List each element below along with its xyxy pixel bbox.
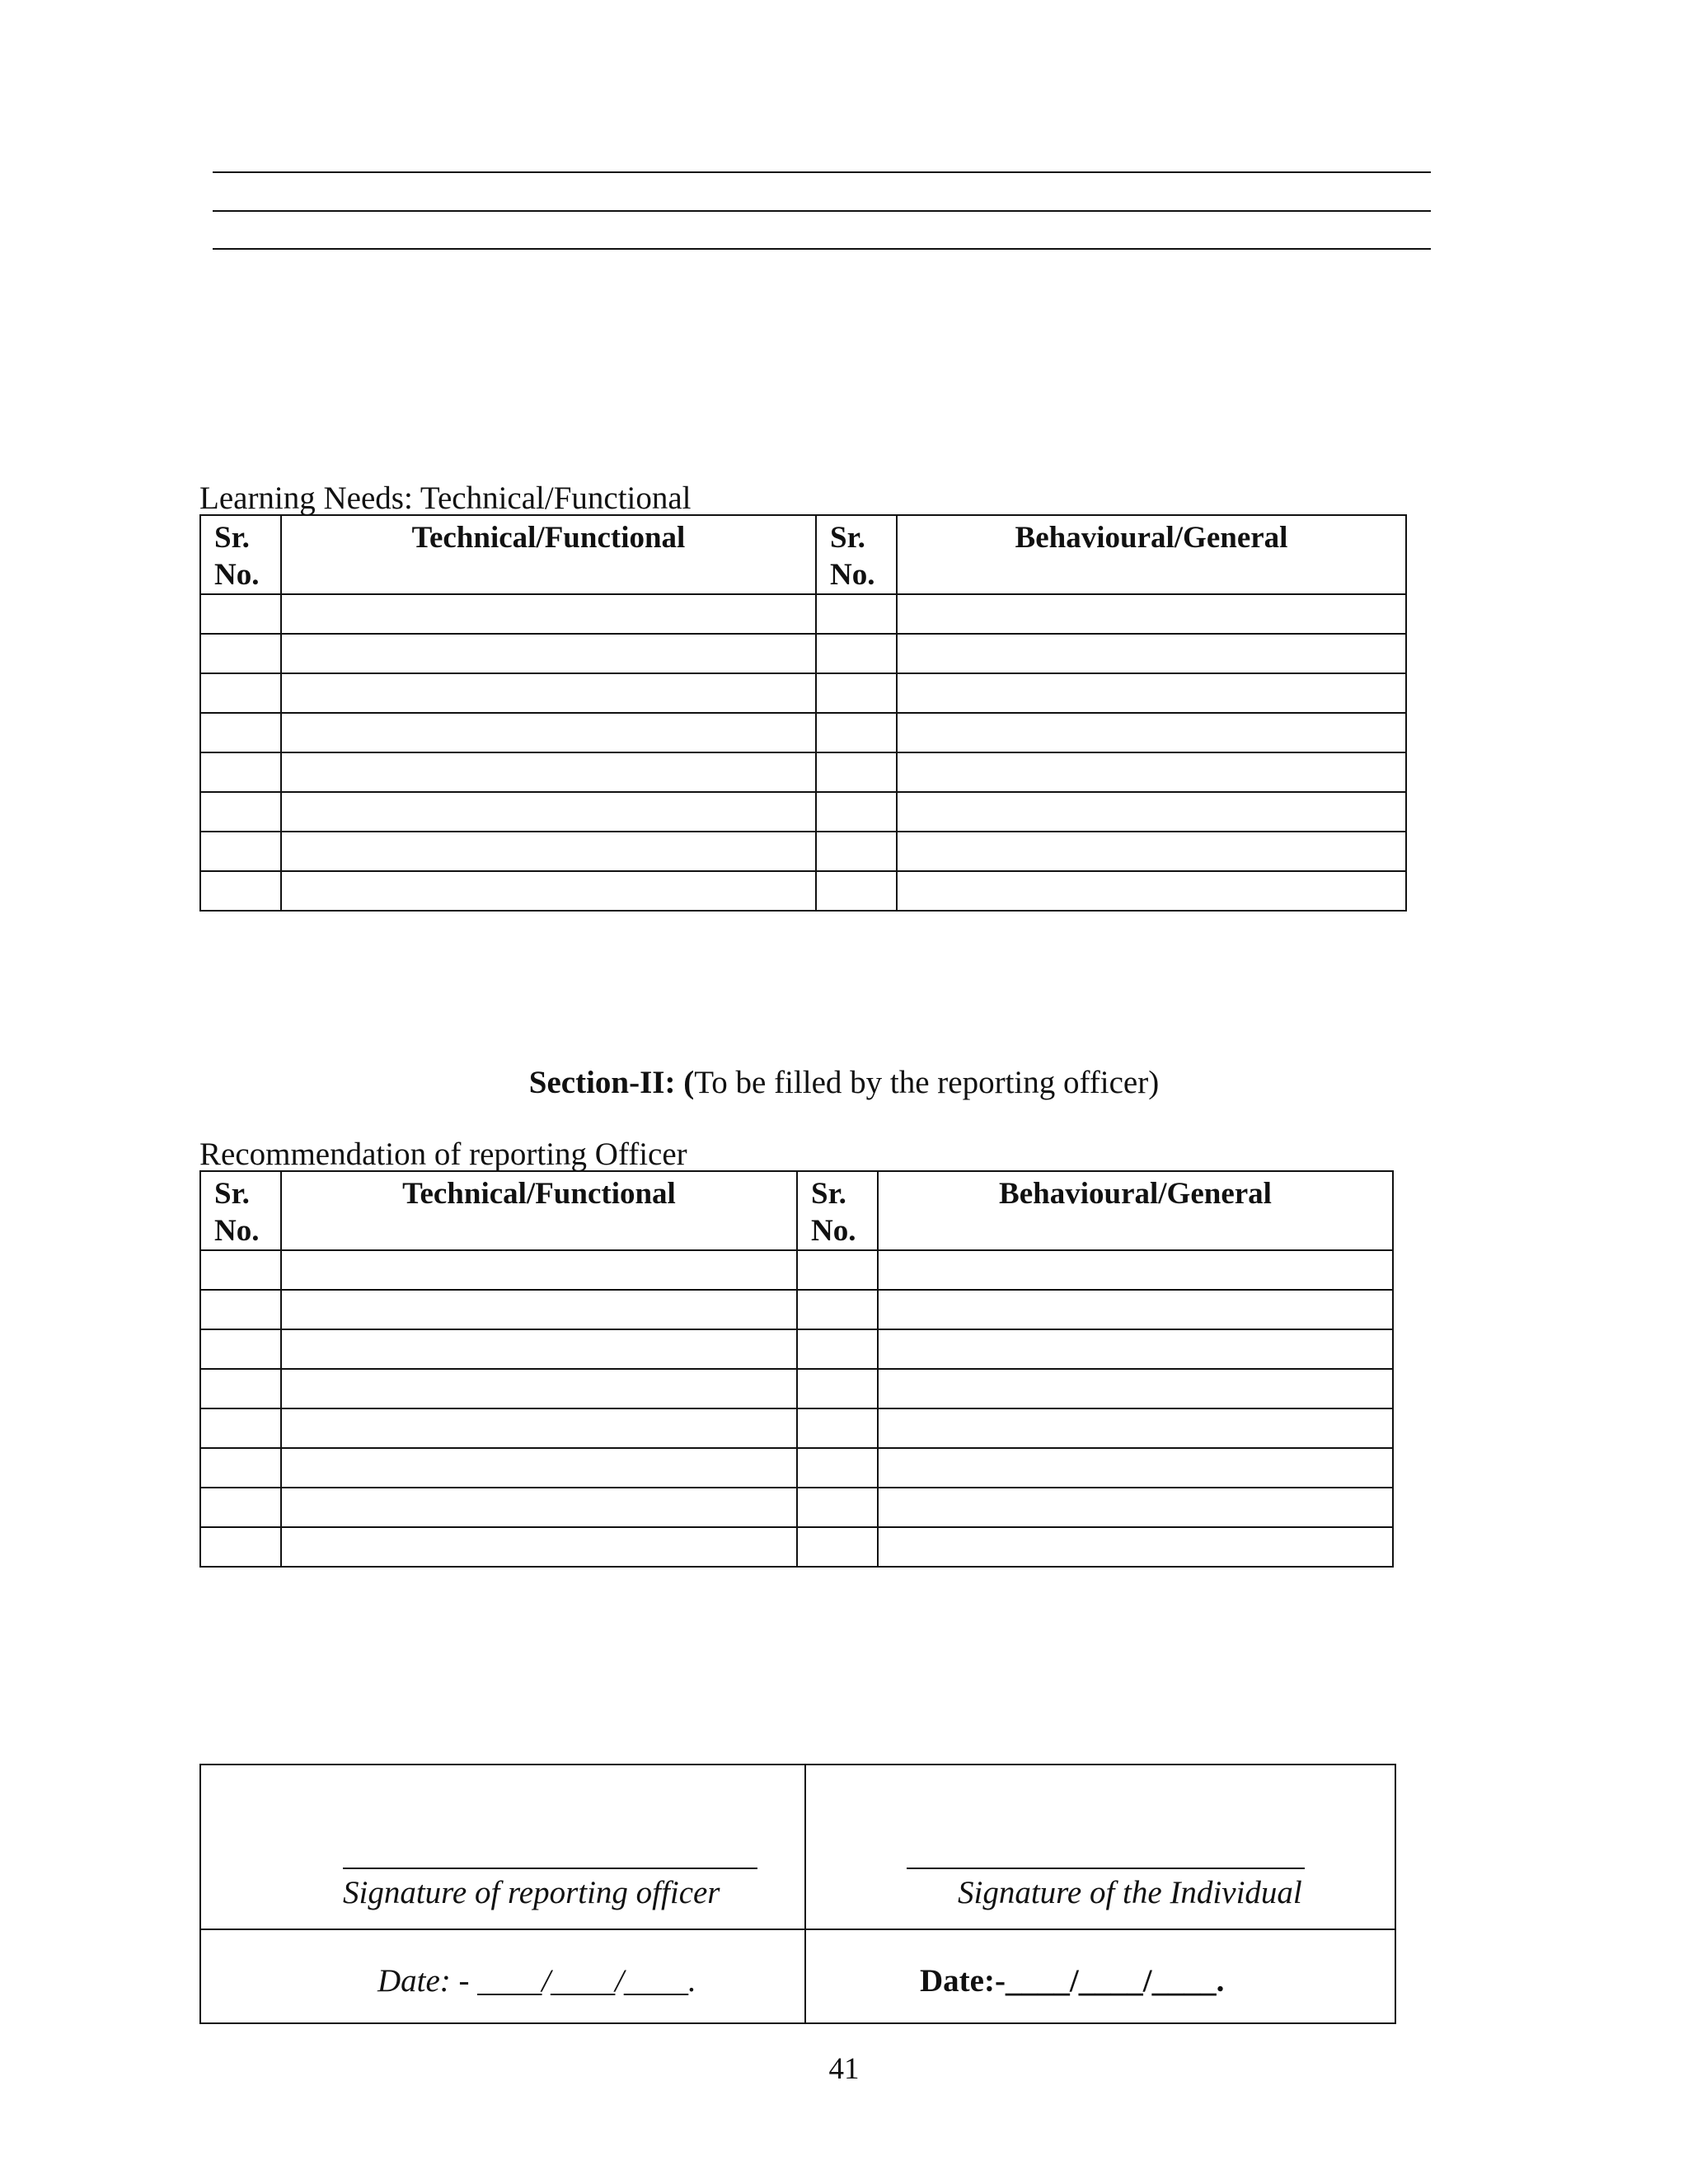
reporting-officer-date-cell[interactable]	[200, 1929, 805, 2023]
sr-no-cell-2[interactable]	[797, 1250, 878, 1290]
section-ii-heading-note: To be filled by the reporting officer)	[694, 1065, 1160, 1100]
sr-no-cell[interactable]	[200, 594, 281, 634]
technical-cell[interactable]	[281, 1448, 797, 1488]
behavioural-cell[interactable]	[897, 871, 1406, 911]
sr-no-cell[interactable]	[200, 1527, 281, 1567]
section-ii-heading	[0, 1066, 1688, 1099]
behavioural-cell[interactable]	[878, 1329, 1393, 1369]
reporting-officer-signature-cell[interactable]	[200, 1765, 805, 1929]
reporting-officer-signature-label: Signature of reporting officer	[343, 1875, 720, 1910]
sr-no-cell[interactable]	[200, 1290, 281, 1329]
sr-no-cell[interactable]	[200, 871, 281, 911]
sr-no-cell-2[interactable]	[816, 673, 897, 713]
behavioural-cell[interactable]	[897, 713, 1406, 752]
technical-cell[interactable]	[281, 792, 816, 832]
sr-no-cell-2[interactable]	[797, 1527, 878, 1567]
technical-cell[interactable]	[281, 1290, 797, 1329]
recommendation-table	[199, 1170, 1394, 1568]
sr-no-cell[interactable]	[200, 832, 281, 871]
sr-no-cell[interactable]	[200, 792, 281, 832]
sr-no-cell-2[interactable]	[797, 1408, 878, 1448]
sr-no-cell-2[interactable]	[816, 792, 897, 832]
individual-signature-cell[interactable]	[805, 1765, 1395, 1929]
column-header-behavioural: Behavioural/General	[878, 1171, 1393, 1250]
table-row	[200, 1250, 1393, 1290]
table-row	[200, 1329, 1393, 1369]
sr-no-cell-2[interactable]	[797, 1369, 878, 1408]
table-row	[200, 1290, 1393, 1329]
behavioural-cell[interactable]	[878, 1369, 1393, 1408]
sr-no-cell[interactable]	[200, 713, 281, 752]
technical-cell[interactable]	[281, 1369, 797, 1408]
sr-no-cell[interactable]	[200, 1408, 281, 1448]
writing-line-1[interactable]	[213, 171, 1431, 173]
table-row	[200, 1527, 1393, 1567]
sr-no-cell-2[interactable]	[816, 752, 897, 792]
table-row	[200, 1369, 1393, 1408]
table-row	[200, 792, 1406, 832]
sr-no-cell[interactable]	[200, 1369, 281, 1408]
table-row	[200, 832, 1406, 871]
writing-line-2[interactable]	[213, 210, 1431, 212]
column-header-behavioural: Behavioural/General	[897, 515, 1406, 594]
behavioural-cell[interactable]	[897, 832, 1406, 871]
learning-needs-table	[199, 514, 1407, 912]
behavioural-cell[interactable]	[878, 1408, 1393, 1448]
sr-no-cell[interactable]	[200, 1250, 281, 1290]
technical-cell[interactable]	[281, 594, 816, 634]
column-header-sr-no: Sr. No.	[200, 1171, 281, 1250]
sr-no-cell[interactable]	[200, 752, 281, 792]
individual-date-cell[interactable]	[805, 1929, 1395, 2023]
column-header-sr-no-2: Sr. No.	[816, 515, 897, 594]
sr-no-cell-2[interactable]	[797, 1329, 878, 1369]
sr-no-cell[interactable]	[200, 1488, 281, 1527]
column-header-technical: Technical/Functional	[281, 1171, 797, 1250]
behavioural-cell[interactable]	[897, 792, 1406, 832]
sr-no-cell-2[interactable]	[797, 1488, 878, 1527]
reporting-officer-date[interactable]: Date: - ____/____/____.	[377, 1963, 696, 1999]
technical-cell[interactable]	[281, 713, 816, 752]
sr-no-cell-2[interactable]	[797, 1448, 878, 1488]
column-header-sr-no-2: Sr. No.	[797, 1171, 878, 1250]
technical-cell[interactable]	[281, 1250, 797, 1290]
behavioural-cell[interactable]	[897, 752, 1406, 792]
individual-date[interactable]: Date:-____/____/____.	[920, 1963, 1225, 1999]
sr-no-cell[interactable]	[200, 1329, 281, 1369]
signature-table	[199, 1764, 1396, 2024]
table-row	[200, 871, 1406, 911]
sr-no-cell[interactable]	[200, 673, 281, 713]
behavioural-cell[interactable]	[878, 1527, 1393, 1567]
behavioural-cell[interactable]	[878, 1488, 1393, 1527]
table-row	[200, 713, 1406, 752]
table-row	[200, 1408, 1393, 1448]
technical-cell[interactable]	[281, 1408, 797, 1448]
individual-signature-label: Signature of the Individual	[958, 1875, 1302, 1910]
sr-no-cell-2[interactable]	[816, 634, 897, 673]
writing-line-3[interactable]	[213, 248, 1431, 250]
table-row	[200, 752, 1406, 792]
column-header-technical: Technical/Functional	[281, 515, 816, 594]
table-row	[200, 634, 1406, 673]
technical-cell[interactable]	[281, 752, 816, 792]
technical-cell[interactable]	[281, 634, 816, 673]
sr-no-cell-2[interactable]	[797, 1290, 878, 1329]
table-row	[200, 673, 1406, 713]
behavioural-cell[interactable]	[897, 634, 1406, 673]
reporting-officer-signature-line[interactable]	[343, 1868, 757, 1869]
page-number: 41	[828, 2052, 860, 2086]
behavioural-cell[interactable]	[897, 594, 1406, 634]
sr-no-cell-2[interactable]	[816, 594, 897, 634]
sr-no-cell[interactable]	[200, 1448, 281, 1488]
section-ii-heading-bold: Section-II: (	[528, 1065, 695, 1100]
table-header-row	[200, 1171, 1393, 1250]
technical-cell[interactable]	[281, 1527, 797, 1567]
table-header-row	[200, 515, 1406, 594]
individual-signature-line[interactable]	[907, 1868, 1305, 1869]
sr-no-cell-2[interactable]	[816, 832, 897, 871]
column-header-sr-no: Sr. No.	[200, 515, 281, 594]
sr-no-cell-2[interactable]	[816, 871, 897, 911]
technical-cell[interactable]	[281, 1329, 797, 1369]
technical-cell[interactable]	[281, 1488, 797, 1527]
behavioural-cell[interactable]	[897, 673, 1406, 713]
technical-cell[interactable]	[281, 673, 816, 713]
technical-cell[interactable]	[281, 871, 816, 911]
table-row	[200, 594, 1406, 634]
table-row	[200, 1488, 1393, 1527]
recommendation-caption: Recommendation of reporting Officer	[199, 1137, 687, 1172]
behavioural-cell[interactable]	[878, 1290, 1393, 1329]
sr-no-cell-2[interactable]	[816, 713, 897, 752]
behavioural-cell[interactable]	[878, 1250, 1393, 1290]
behavioural-cell[interactable]	[878, 1448, 1393, 1488]
sr-no-cell[interactable]	[200, 634, 281, 673]
learning-needs-caption: Learning Needs: Technical/Functional	[199, 480, 692, 516]
table-row	[200, 1448, 1393, 1488]
technical-cell[interactable]	[281, 832, 816, 871]
